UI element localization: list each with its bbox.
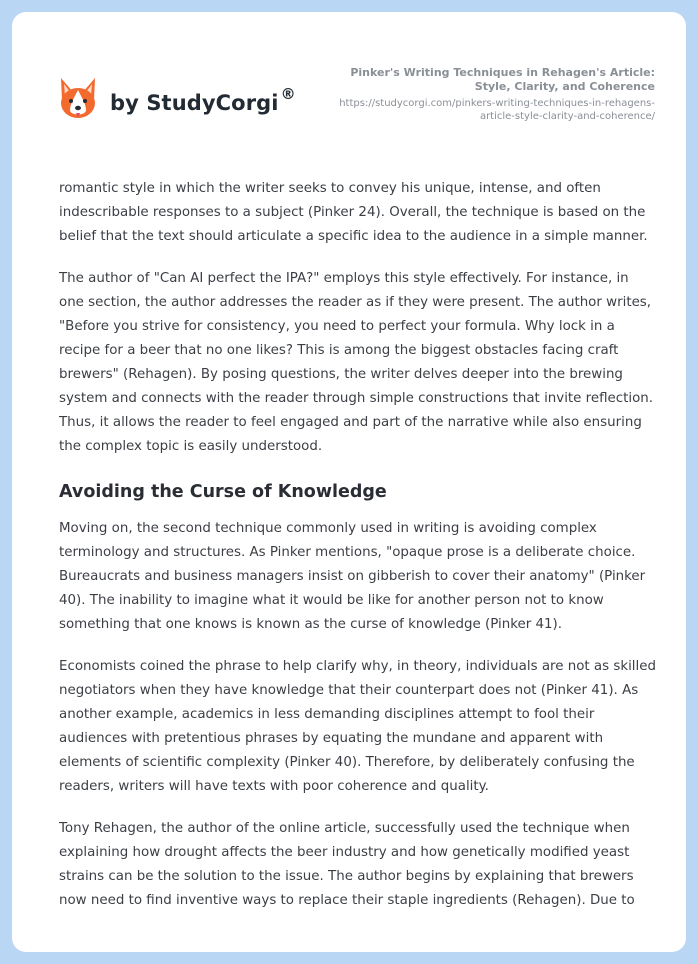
- registered-mark: ®: [280, 84, 296, 103]
- section-heading: Avoiding the Curse of Knowledge: [59, 482, 387, 502]
- page-header: [12, 12, 686, 152]
- document-page: [12, 12, 686, 952]
- paragraph-4: Economists coined the phrase to help clarify why, in theory, individuals are not as skilled negotiators when they have knowledge that their counterpart does not (Pinker 41). As another example, academics in less demanding disciplines attempt to fool their audiences with pretentious phrases by equating the mundane and apparent with elements of scientific complexity (Pinker 40). Therefore, by deliberately confusing the readers, writers will have texts with poor coherence and quality.: [59, 659, 656, 794]
- document-body: [59, 177, 656, 931]
- corgi-logo-icon: [58, 76, 98, 122]
- paragraph-2: The author of "Can AI perfect the IPA?" employs this style effectively. For instance, in one section, the author addresses the reader as if they were present. The author writes, "Before you strive for consistency, you need to perfect your formula. Why lock in a recipe for a beer that no one likes? This is among the biggest obstacles facing craft brewers" (Rehagen). By posing questions, the writer delves deeper into the brewing system and connects with the reader through simple constructions that invite reflection. Thus, it allows the reader to feel engaged and part of the narrative while also ensuring the complex topic is easily understood.: [59, 271, 654, 454]
- document-title: Pinker's Writing Techniques in Rehagen's Article: Style, Clarity, and Coherence: [350, 66, 655, 93]
- studycorgi-logo[interactable]: [58, 74, 296, 124]
- brand-name: by StudyCorgi ®: [110, 84, 296, 115]
- document-meta: [315, 66, 655, 123]
- paragraph-1: romantic style in which the writer seeks to convey his unique, intense, and often indescribable responses to a subject (Pinker 24). Overall, the technique is based on the belief that the text should articulate a specific idea to the audience in a simple manner.: [59, 181, 648, 244]
- document-url[interactable]: https://studycorgi.com/pinkers-writing-techniques-in-rehagens-article-style-clarity-and-coherence/: [339, 98, 655, 122]
- paragraph-3: Moving on, the second technique commonly used in writing is avoiding complex terminology and structures. As Pinker mentions, "opaque prose is a deliberate choice. Bureaucrats and business managers insist on gibberish to cover their anatomy" (Pinker 40). The inability to imagine what it would be like for another person not to know something that one knows is known as the curse of knowledge (Pinker 41).: [59, 521, 646, 632]
- paragraph-5: Tony Rehagen, the author of the online article, successfully used the technique when explaining how drought affects the beer industry and how genetically modified yeast strains can be the solution to the issue. The author begins by explaining that brewers now need to find inventive ways to replace their staple ingredients (Rehagen). Due to: [59, 821, 635, 908]
